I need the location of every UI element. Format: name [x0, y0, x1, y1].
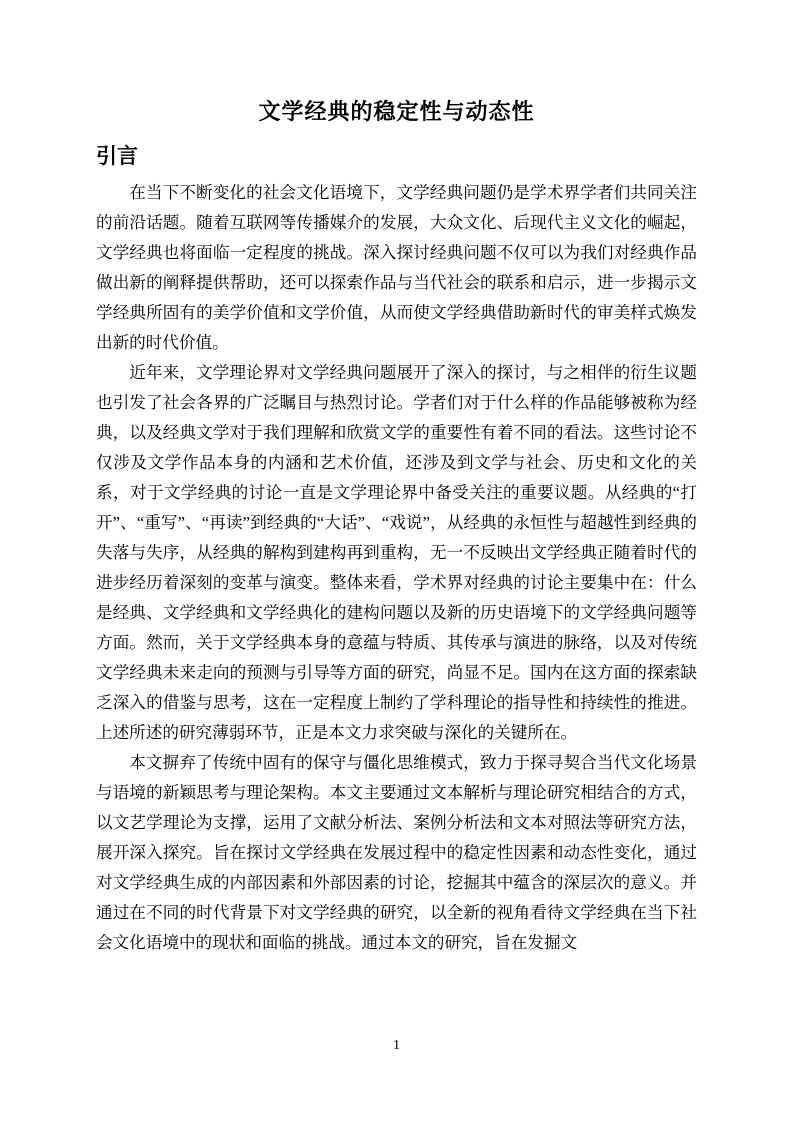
page-number: 1 — [393, 1038, 400, 1053]
paragraph: 近年来，文学理论界对文学经典问题展开了深入的探讨，与之相伴的衍生议题也引发了社会各界的广泛瞩目与热烈讨论。学者们对于什么样的作品能够被称为经典，以及经典文学对于我们理解和欣赏文学的重要性有着不同的看法。这些讨论不仅涉及文学作品本身的内涵和艺术价值，还涉及到文学与社会、历史和文化的关系，对于文学经典的讨论一直是文学理论界中备受关注的重要议题。从经典的“打开”、“重写”、“再读”到经典的“大话”、“戏说”，从经典的永恒性与超越性到经典的失落与失序，从经典的解构到建构再到重构，无一不反映出文学经典正随着时代的进步经历着深刻的变革与演变。整体来看，学术界对经典的讨论主要集中在：什么是经典、文学经典和文学经典化的建构问题以及新的历史语境下的文学经典问题等方面。然而，关于文学经典本身的意蕴与特质、其传承与演进的脉络，以及对传统文学经典未来走向的预测与引导等方面的研究，尚显不足。国内在这方面的探索缺乏深入的借鉴与思考，这在一定程度上制约了学科理论的指导性和持续性的推进。上述所述的研究薄弱环节，正是本文力求突破与深化的关键所在。 — [96, 363, 697, 742]
section-heading-introduction: 引言 — [96, 145, 138, 168]
paragraph: 本文摒弃了传统中固有的保守与僵化思维模式，致力于探寻契合当代文化场景与语境的新颖思考与理论架构。本文主要通过文本解析与理论研究相结合的方式，以文艺学理论为支撑，运用了文献分析法、案例分析法和文本对照法等研究方法，展开深入探究。旨在探讨文学经典在发展过程中的稳定性因素和动态性变化，通过对文学经典生成的内部因素和外部因素的讨论，挖掘其中蕴含的深层次的意义。并通过在不同的时代背景下对文学经典的研究，以全新的视角看待文学经典在当下社会文化语境中的现状和面临的挑战。通过本文的研究，旨在发掘文 — [96, 753, 697, 952]
paragraph: 在当下不断变化的社会文化语境下，文学经典问题仍是学术界学者们共同关注的前沿话题。随着互联网等传播媒介的发展，大众文化、后现代主义文化的崛起，文学经典也将面临一定程度的挑战。深入探讨经典问题不仅可以为我们对经典作品做出新的阐释提供帮助，还可以探索作品与当代社会的联系和启示，进一步揭示文学经典所固有的美学价值和文学价值，从而使文学经典借助新时代的审美样式焕发出新的时代价值。 — [96, 183, 697, 352]
document-title: 文学经典的稳定性与动态性 — [258, 99, 535, 124]
document-body — [96, 178, 697, 958]
